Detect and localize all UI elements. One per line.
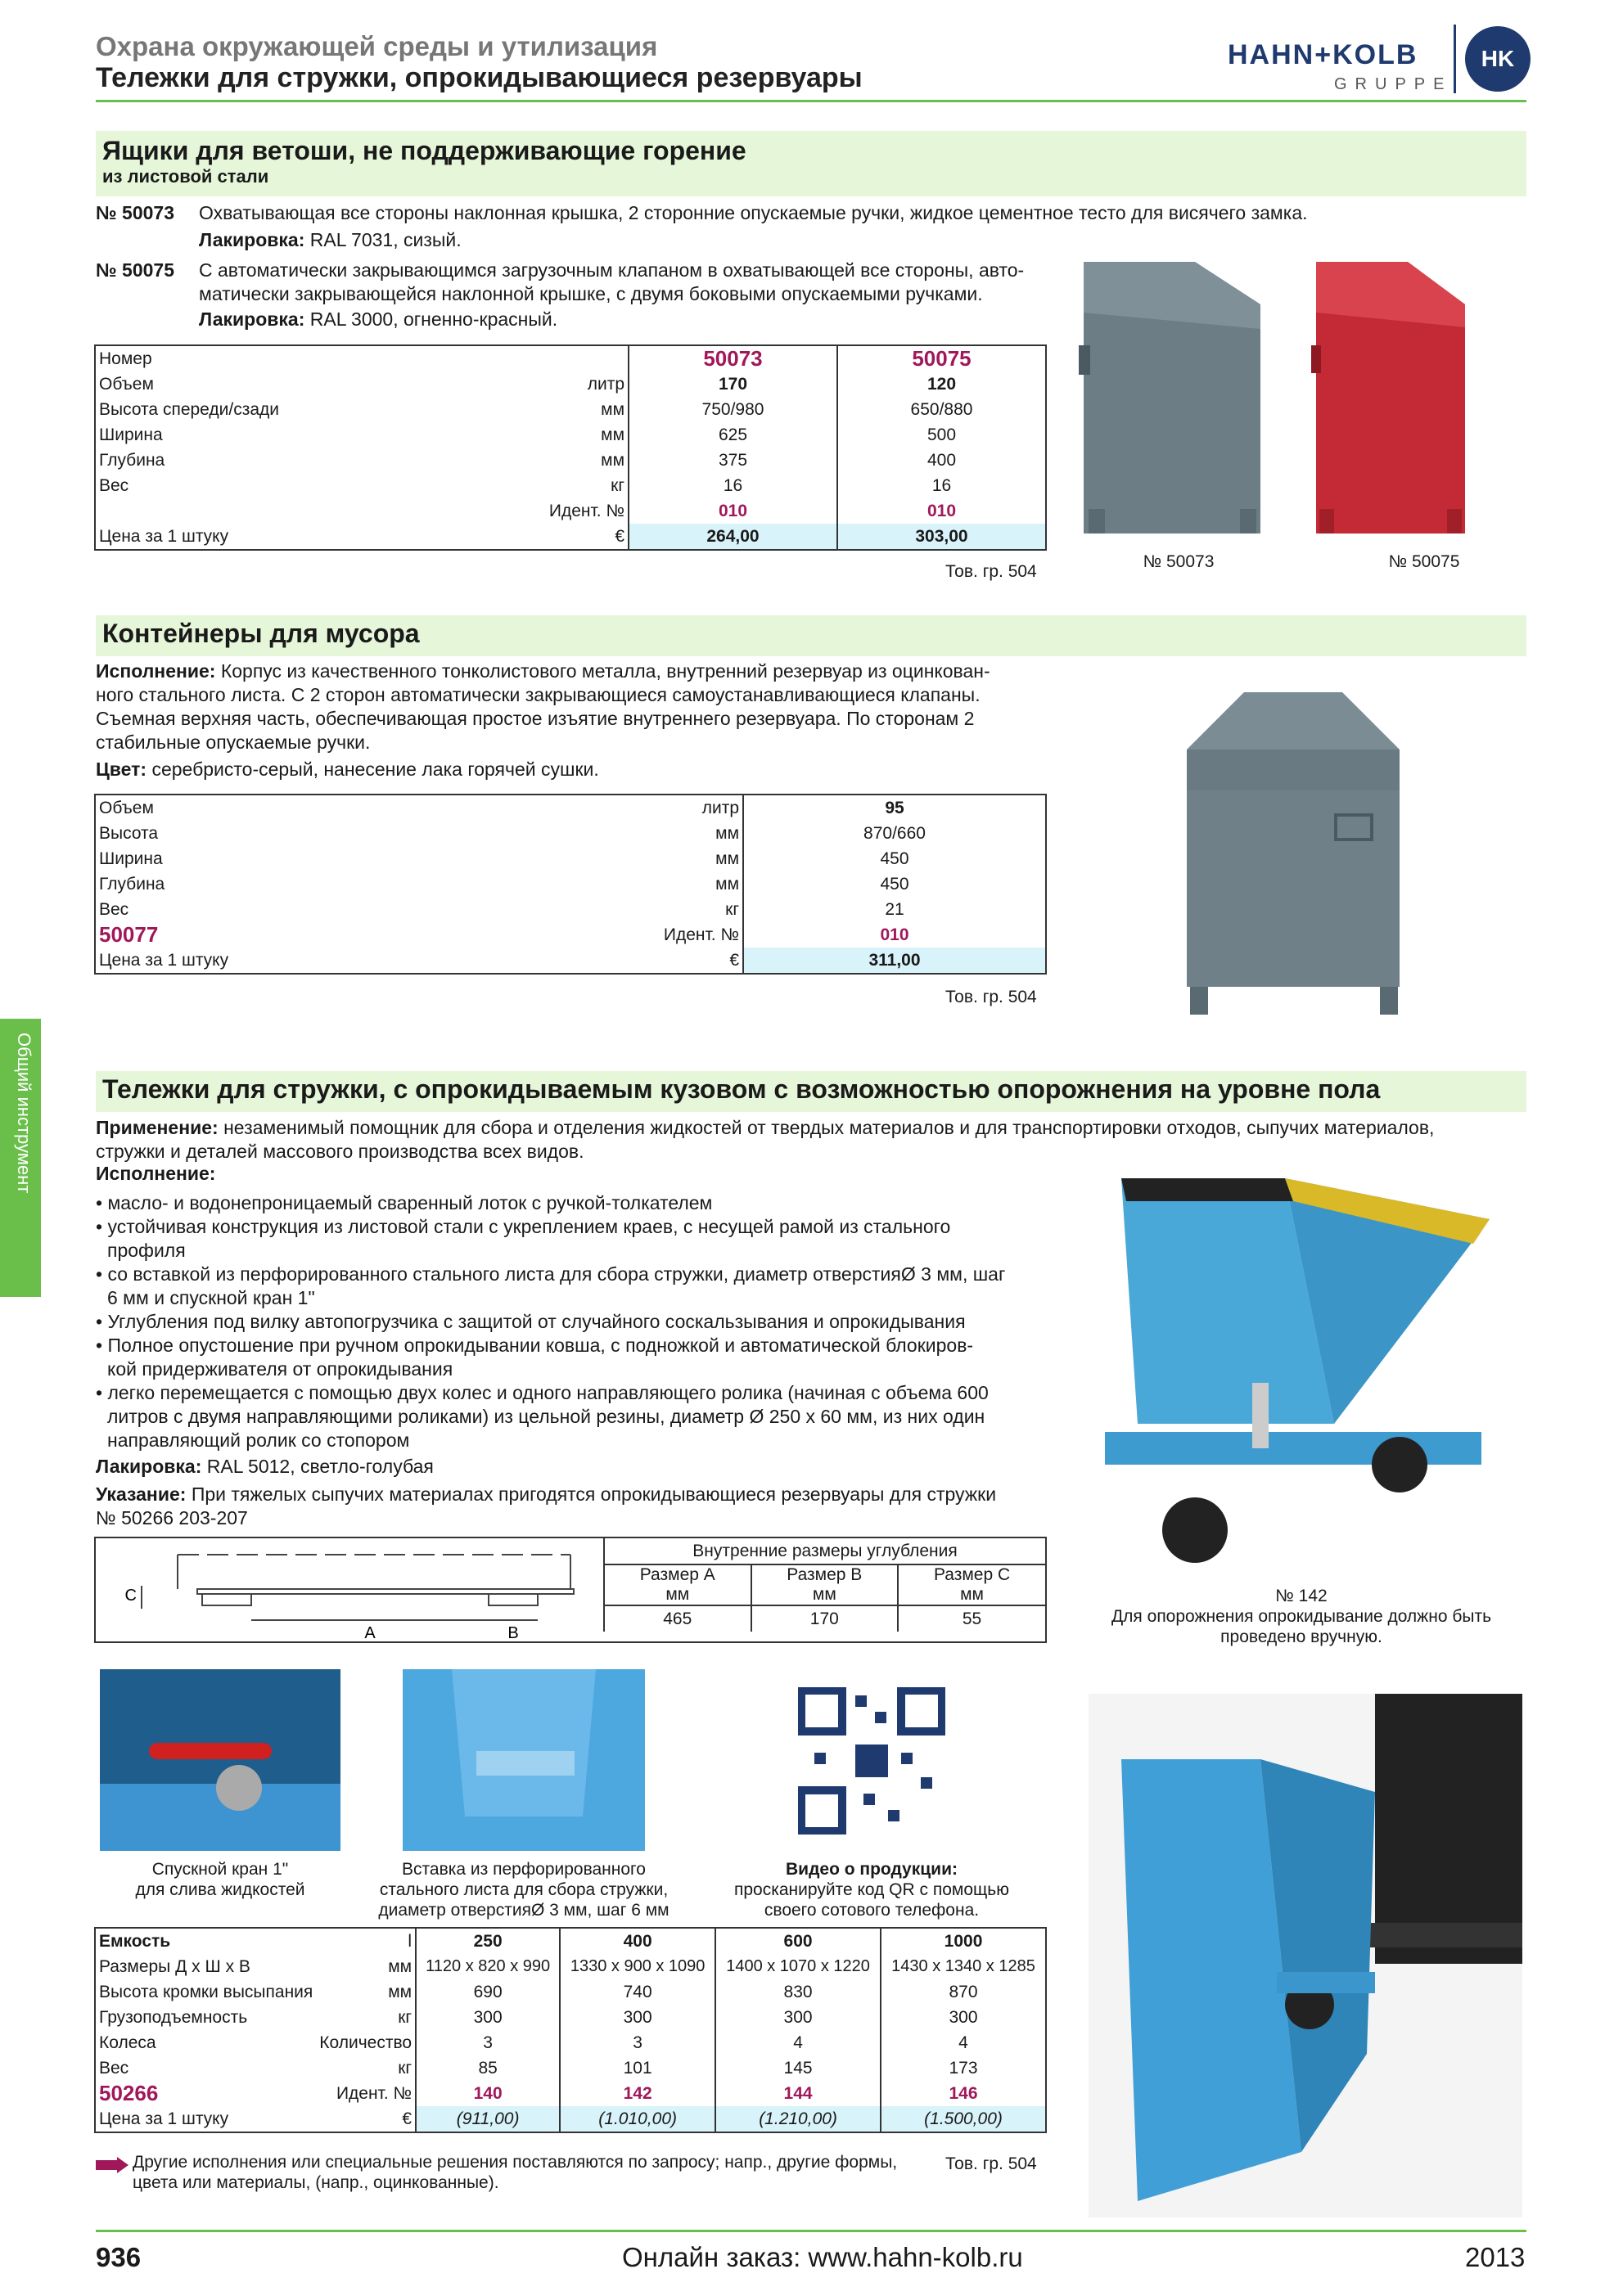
dimension-table [603, 1538, 1045, 1632]
rag-bins-image [1072, 255, 1522, 542]
img-caption: № 50075 [1388, 552, 1460, 571]
page-number: 936 [96, 2242, 142, 2272]
list-item: • легко перемещается с помощью двух колес и одного направляющего ролика (начиная с объема 600 литров с двумя направляющими роликами) из цельной резины, диаметр Ø 250 x 60 мм, из них один направляющий ролик со стопором [96, 1382, 989, 1451]
diagram-label: C [124, 1587, 137, 1605]
section3-paint: Лакировка: RAL 5012, светло-голубая [96, 1456, 434, 1477]
row-label: Номер [99, 349, 152, 368]
grey-bin [1079, 262, 1260, 533]
list-item: • устойчивая конструкция из листовой стали с укреплением краев, с несущей рамой из стального профиля [96, 1216, 951, 1261]
tray-diagram [96, 1538, 603, 1641]
item1-paint: Лакировка: RAL 7031, сизый. [199, 229, 462, 250]
table-row: Вес кг 21 [95, 897, 1046, 922]
logo-divider [1454, 25, 1456, 93]
brand-logo [1228, 18, 1539, 100]
section3-band [96, 1071, 1526, 1112]
table-row: Идент. № 010 010 [95, 498, 1046, 524]
list-item: • Углубления под вилку автопогрузчика с защитой от случайного соскальзывания и опрокидывания [96, 1311, 966, 1332]
table-row: Размер A мм Размер B мм Размер C мм [604, 1564, 1045, 1605]
product-code: 50077 [99, 922, 159, 947]
header-divider [96, 100, 1526, 102]
diagram-label: B [507, 1624, 519, 1641]
red-bin [1311, 262, 1465, 533]
table-row: Высота кромки высыпания мм 690 740 830 870 [95, 1979, 1046, 2005]
table-row: Глубина мм 375 400 [95, 448, 1046, 473]
item1-code: № 50073 [96, 202, 174, 223]
logo-subtext: GRUPPE [1334, 75, 1453, 93]
item2-desc: С автоматически закрывающимся загрузочным клапаном в охватывающей все стороны, авто- матически закрывающейся наклонной крышке, с двумя боковыми опускаемыми ручками. [199, 259, 1025, 304]
table-row: Вес кг 16 16 [95, 473, 1046, 498]
table-row: Глубина мм 450 [95, 871, 1046, 897]
table-row: Колеса Количество 3 3 4 4 [95, 2030, 1046, 2055]
table-row: Ширина мм 625 500 [95, 422, 1046, 448]
table-row: 50077 Идент. № 010 [95, 922, 1046, 948]
list-item: • масло- и водонепроницаемый сваренный лоток с ручкой-толкателем [96, 1192, 713, 1213]
table-row: Объем литр 170 120 [95, 371, 1046, 397]
section2-exec: Исполнение: Корпус из качественного тонколистового металла, внутренний резервуар из оцинкован- ного стального листа. С 2 сторон автоматически закрывающиеся самоустанавливающиеся клапаны. Съемная верхняя часть, обеспечивающая простое изъятие внутреннего резервуара. По сторонам 2 стабильные опускаемые ручки. [96, 660, 990, 753]
forklift-cart-image [1089, 1694, 1522, 2217]
table-row [95, 345, 1046, 371]
item2-code: № 50075 [96, 259, 174, 281]
insert-caption: Вставка из перфорированного стального листа для сбора стружки, диаметр отверстияØ 3 мм, шаг 6 мм [378, 1860, 669, 1920]
img-caption: № 50073 [1143, 552, 1215, 571]
header-title: Тележки для стружки, опрокидывающиеся резервуары [96, 62, 863, 93]
table-row: Цена за 1 штуку € 264,00 303,00 [95, 524, 1046, 550]
section3-use: Применение: незаменимый помощник для сбора и отделения жидкостей от твердых материалов и для транспортировки отходов, сыпучих материалов, стружки и деталей массового производства всех видов. [96, 1117, 1435, 1162]
perforated-insert-image [403, 1669, 645, 1851]
header-category: Охрана окружающей среды и утилизация [96, 31, 658, 61]
list-item: • Полное опустошение при ручном опрокидывании ковша, с подножкой и автоматической блокиров- кой придерживателя от опрокидывания [96, 1335, 974, 1380]
product-code: 50266 [99, 2081, 159, 2105]
table-row: 465 170 55 [604, 1605, 1045, 1632]
video-caption: Видео о продукции: просканируйте код QR с помощью своего сотового телефона. [734, 1860, 1009, 1920]
cart-caption: № 142 Для опорожнения опрокидывание должно быть проведено вручную. [1111, 1587, 1492, 1646]
item2-paint: Лакировка: RAL 3000, огненно-красный. [199, 308, 558, 330]
table-row: Высота спереди/сзади мм 750/980 650/880 [95, 397, 1046, 422]
footer-year: 2013 [1465, 2242, 1526, 2272]
qr-code-icon[interactable] [798, 1687, 945, 1835]
table-row: Цена за 1 штуку € 311,00 [95, 948, 1046, 974]
diagram-label: A [364, 1624, 376, 1641]
section3-title: Тележки для стружки, с опрокидываемым кузовом с возможностью опорожнения на уровне пола [102, 1074, 1381, 1104]
sidebar-label: Общий инструмент [14, 1033, 34, 1194]
section2-table [94, 794, 1047, 975]
table-row: Цена за 1 штуку € (911,00) (1.010,00) (1.210,00) (1.500,00) [95, 2106, 1046, 2132]
arrow-icon [96, 2157, 128, 2173]
section3-bullets [96, 1191, 1045, 1452]
section3-exec-label: Исполнение: [96, 1163, 216, 1184]
section1-group: Тов. гр. 504 [945, 562, 1037, 581]
item1-desc: Охватывающая все стороны наклонная крышка, 2 сторонние опускаемые ручки, жидкое цементное тесто для висячего замка. [199, 202, 1308, 223]
table-row: Емкость l 250 400 600 1000 [95, 1928, 1046, 1954]
section2-group: Тов. гр. 504 [945, 988, 1037, 1006]
chip-cart-image [1089, 1154, 1514, 1579]
table-row: Высота мм 870/660 [95, 821, 1046, 846]
logo-badge: HK [1465, 26, 1531, 92]
section3-group: Тов. гр. 504 [945, 2154, 1037, 2173]
product-code: 50075 [837, 345, 1046, 371]
table-row: Ширина мм 450 [95, 846, 1046, 871]
dimension-box [94, 1537, 1047, 1643]
logo-text: HAHN+KOLB [1228, 39, 1418, 70]
table-row: Вес кг 85 101 145 173 [95, 2055, 1046, 2081]
table-row: Грузоподъемность кг 300 300 300 300 [95, 2005, 1046, 2030]
list-item: • со вставкой из перфорированного стального листа для сбора стружки, диаметр отверстияØ 3 мм, шаг 6 мм и спускной кран 1" [96, 1263, 1006, 1308]
table-row: Размеры Д x Ш x В мм 1120 x 820 x 990 1330 x 900 x 1090 1400 x 1070 x 1220 1430 x 1340 x 1285 [95, 1954, 1046, 1979]
tap-caption: Спускной кран 1" для слива жидкостей [135, 1860, 305, 1899]
section1-table [94, 344, 1047, 551]
section1-band [96, 131, 1526, 196]
section2-band [96, 615, 1526, 656]
section2-color: Цвет: серебристо-серый, нанесение лака горячей сушки. [96, 759, 599, 780]
section3-table [94, 1927, 1047, 2133]
footnote: Другие исполнения или специальные решения поставляются по запросу; напр., другие формы, цвета или материалы, (напр., оцинкованные). [133, 2153, 898, 2192]
section3-note: Указание: При тяжелых сыпучих материалах пригодятся опрокидывающиеся резервуары для стружки № 50266 203-207 [96, 1483, 997, 1528]
product-code: 50073 [629, 345, 837, 371]
footer-divider [96, 2230, 1526, 2232]
table-row: Объем литр 95 [95, 795, 1046, 821]
section2-title: Контейнеры для мусора [102, 619, 420, 648]
footer-link[interactable]: Онлайн заказ: www.hahn-kolb.ru [622, 2242, 1023, 2272]
section1-title: Ящики для ветоши, не поддерживающие горение [102, 136, 746, 165]
table-row: 50266 Идент. № 140 142 144 146 [95, 2081, 1046, 2106]
section1-subtitle: из листовой стали [102, 166, 269, 187]
waste-container-image [1179, 684, 1424, 1020]
drain-tap-image [100, 1669, 340, 1851]
table-row: Внутренние размеры углубления [604, 1538, 1045, 1564]
